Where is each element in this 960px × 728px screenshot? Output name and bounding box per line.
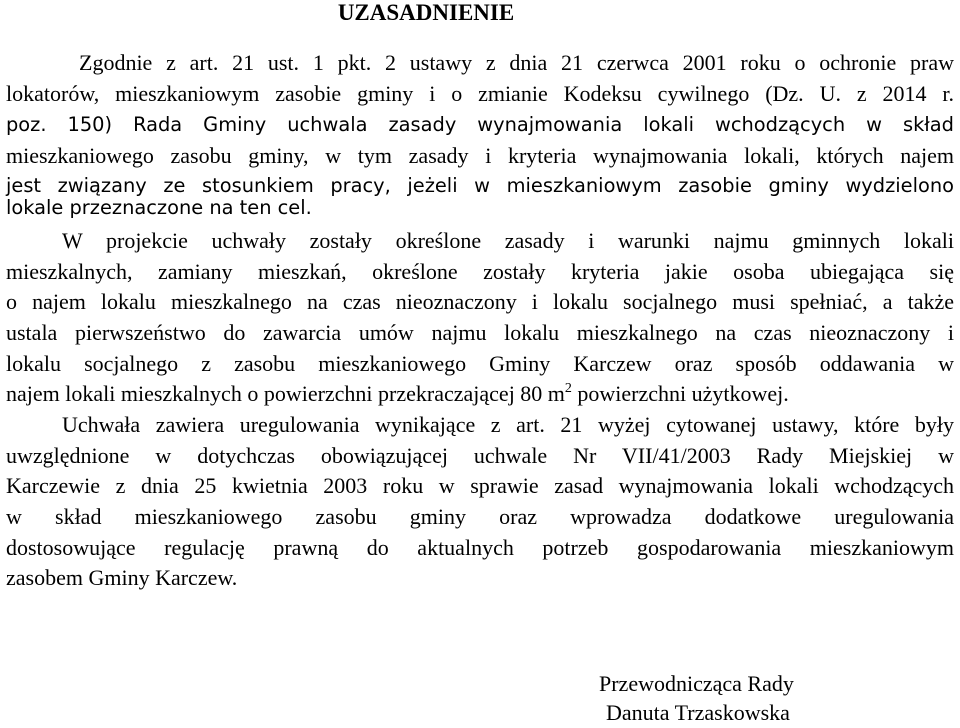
paragraph-line: Karczewie z dnia 25 kwietnia 2003 roku w sprawie zasad wynajmowania lokali wchodzących <box>6 473 954 498</box>
paragraph-line-tail: powierzchni użytkowej. <box>571 381 789 406</box>
paragraph-line: Zgodnie z art. 21 ust. 1 pkt. 2 ustawy z dnia 21 czerwca 2001 roku o ochronie praw <box>79 50 954 75</box>
document-title: UZASADNIENIE <box>337 0 515 25</box>
paragraph-line: Uchwała zawiera uregulowania wynikające z art. 21 wyżej cytowanej ustawy, które były <box>62 412 954 437</box>
paragraph-line: jest związany ze stosunkiem pracy, jeżeli w mieszkaniowym zasobie gminy wydzielono <box>6 174 954 197</box>
paragraph-line-text: najem lokali mieszkalnych o powierzchni przekraczającej 80 m <box>6 381 565 406</box>
paragraph-line: mieszkaniowego zasobu gminy, w tym zasady i kryteria wynajmowania lokali, których najem <box>6 143 954 168</box>
superscript: 2 <box>564 380 572 396</box>
paragraph-line: mieszkalnych, zamiany mieszkań, określone zostały kryteria jakie osoba ubiegająca się <box>6 259 954 284</box>
paragraph-line: lokalu socjalnego z zasobu mieszkaniowego Gminy Karczew oraz sposób oddawania w <box>6 351 954 376</box>
signature-name: Danuta Trzaskowska <box>606 700 790 725</box>
paragraph-line: W projekcie uchwały zostały określone zasady i warunki najmu gminnych lokali <box>62 228 954 253</box>
paragraph-line: w skład mieszkaniowego zasobu gminy oraz wprowadza dodatkowe uregulowania <box>6 504 954 529</box>
paragraph-line: uwzględnione w dotychczas obowiązującej uchwale Nr VII/41/2003 Rady Miejskiej w <box>6 443 954 468</box>
paragraph-line: zasobem Gminy Karczew. <box>6 565 238 590</box>
paragraph-line <box>6 379 789 409</box>
paragraph-line: dostosowujące regulację prawną do aktualnych potrzeb gospodarowania mieszkaniowym <box>6 535 954 560</box>
paragraph-line: ustala pierwszeństwo do zawarcia umów najmu lokalu mieszkalnego na czas nieoznaczony i <box>6 320 954 345</box>
paragraph-line: poz. 150) Rada Gminy uchwala zasady wynajmowania lokali wchodzących w skład <box>6 113 954 136</box>
paragraph-line: o najem lokalu mieszkalnego na czas nieoznaczony i lokalu socjalnego musi spełniać, a także <box>6 289 954 314</box>
signature-role: Przewodnicząca Rady <box>599 671 794 696</box>
paragraph-line: lokale przeznaczone na ten cel. <box>6 196 312 219</box>
paragraph-line: lokatorów, mieszkaniowym zasobie gminy i o zmianie Kodeksu cywilnego (Dz. U. z 2014 r. <box>6 81 954 106</box>
